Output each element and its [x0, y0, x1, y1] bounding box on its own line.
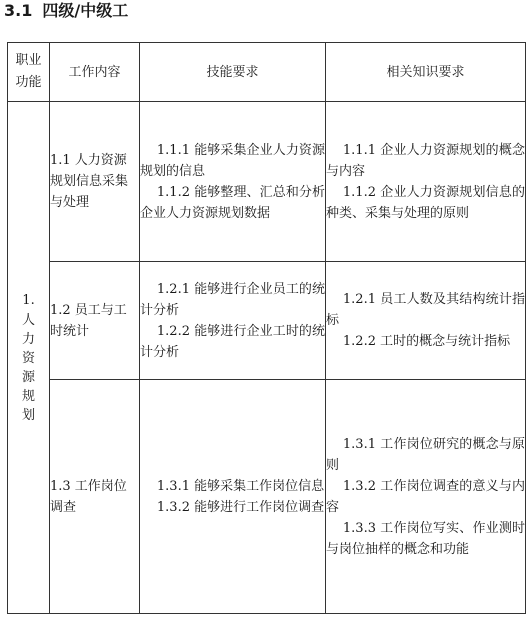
skill-item: 1.1.1 能够采集企业人力资源规划的信息 [140, 142, 325, 179]
skill-item: 1.2.2 能够进行企业工时的统计分析 [140, 323, 325, 360]
function-number: 1. [22, 293, 35, 308]
knowledge-item: 1.1.2 企业人力资源规划信息的种类、采集与处理的原则 [326, 184, 525, 221]
skill-item: 1.3.1 能够采集工作岗位信息 [156, 478, 325, 494]
function-cell [8, 102, 50, 614]
section-number: 3.1 [4, 1, 33, 20]
work-content-cell: 1.2 员工与工时统计 [50, 262, 140, 380]
knowledge-item: 1.2.1 员工人数及其结构统计指标 [326, 292, 525, 328]
knowledge-cell [326, 102, 526, 262]
skill-requirements-table [7, 42, 526, 614]
work-content-cell: 1.1 人力资源规划信息采集与处理 [50, 102, 140, 262]
knowledge-item: 1.3.1 工作岗位研究的概念与原则 [326, 436, 525, 473]
header-knowledge: 相关知识要求 [326, 43, 526, 102]
function-name: 人力资源规划 [21, 313, 35, 423]
knowledge-item: 1.3.3 工作岗位写实、作业测时与岗位抽样的概念和功能 [326, 520, 525, 557]
knowledge-cell [326, 380, 526, 614]
section-title: 四级/中级工 [42, 1, 129, 20]
skill-item: 1.2.1 能够进行企业员工的统计分析 [140, 281, 325, 318]
work-content-cell: 1.3 工作岗位调查 [50, 380, 140, 614]
header-function-label: 职业功能 [15, 53, 42, 90]
header-function [8, 43, 50, 102]
table-row [8, 102, 526, 262]
skills-cell [140, 380, 326, 614]
section-heading [4, 0, 128, 22]
skill-item: 1.3.2 能够进行工作岗位调查 [156, 499, 325, 515]
knowledge-item: 1.2.2 工时的概念与统计指标 [342, 334, 511, 349]
knowledge-cell [326, 262, 526, 380]
header-skills: 技能要求 [140, 43, 326, 102]
table-row [8, 380, 526, 614]
knowledge-item: 1.3.2 工作岗位调查的意义与内容 [326, 478, 525, 515]
skills-cell [140, 102, 326, 262]
header-work-content: 工作内容 [50, 43, 140, 102]
skills-cell [140, 262, 326, 380]
table-header-row [8, 43, 526, 102]
table-row [8, 262, 526, 380]
knowledge-item: 1.1.1 企业人力资源规划的概念与内容 [326, 142, 525, 179]
skill-item: 1.1.2 能够整理、汇总和分析企业人力资源规划数据 [140, 184, 325, 221]
